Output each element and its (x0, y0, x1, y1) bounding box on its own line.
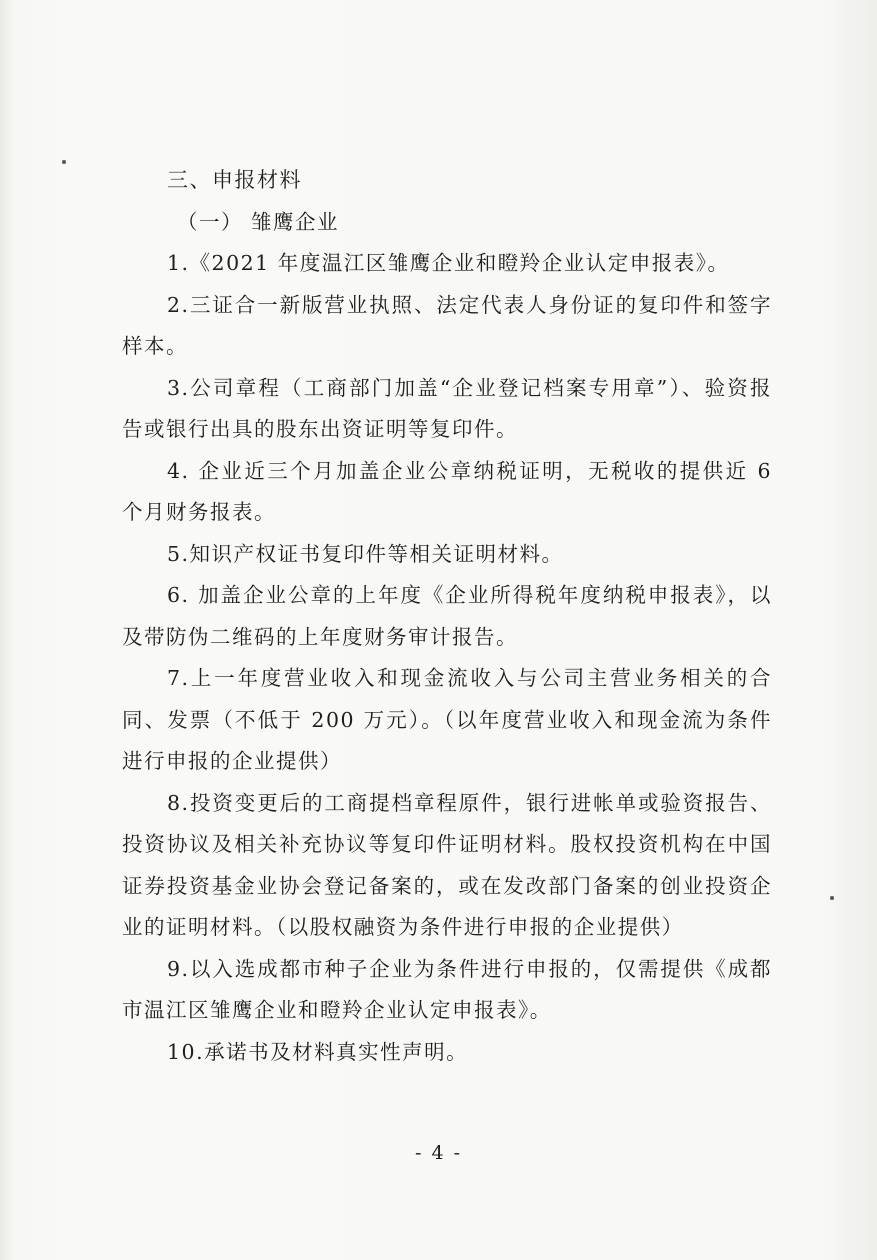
list-item: 3.公司章程（工商部门加盖“企业登记档案专用章”）、验资报告或银行出具的股东出资证明等复印件。 (122, 375, 772, 441)
list-item: 1.《2021 年度温江区雏鹰企业和瞪羚企业认定申报表》。 (167, 251, 730, 275)
list-item: 6. 加盖企业公章的上年度《企业所得税年度纳税申报表》，以及带防伪二维码的上年度财务审计报告。 (122, 583, 772, 649)
list-item: 8.投资变更后的工商提档章程原件，银行进帐单或验资报告、投资协议及相关补充协议等复印件证明材料。股权投资机构在中国证券投资基金业协会登记备案的，或在发改部门备案的创业投资企业的证明材料。（以股权融资为条件进行申报的企业提供） (122, 790, 772, 939)
scan-speck (62, 160, 66, 164)
subsection-heading: （一） 雏鹰企业 (177, 209, 340, 234)
list-item: 10.承诺书及材料真实性声明。 (167, 1039, 469, 1064)
list-item: 7.上一年度营业收入和现金流收入与公司主营业务相关的合同、发票（不低于 200 万元）。（以年度营业收入和现金流为条件进行申报的企业提供） (122, 666, 772, 773)
list-item: 5.知识产权证书复印件等相关证明材料。 (167, 541, 564, 566)
document-body (122, 160, 772, 1073)
page-number: - 4 - (414, 1142, 462, 1164)
list-item: 2.三证合一新版营业执照、法定代表人身份证的复印件和签字样本。 (122, 292, 772, 358)
list-item: 9.以入选成都市种子企业为条件进行申报的，仅需提供《成都市温江区雏鹰企业和瞪羚企业认定申报表》。 (122, 956, 772, 1022)
section-heading: 三、申报材料 (167, 168, 302, 192)
scan-speck (830, 896, 834, 900)
list-item: 4. 企业近三个月加盖企业公章纳税证明，无税收的提供近 6 个月财务报表。 (122, 458, 772, 524)
